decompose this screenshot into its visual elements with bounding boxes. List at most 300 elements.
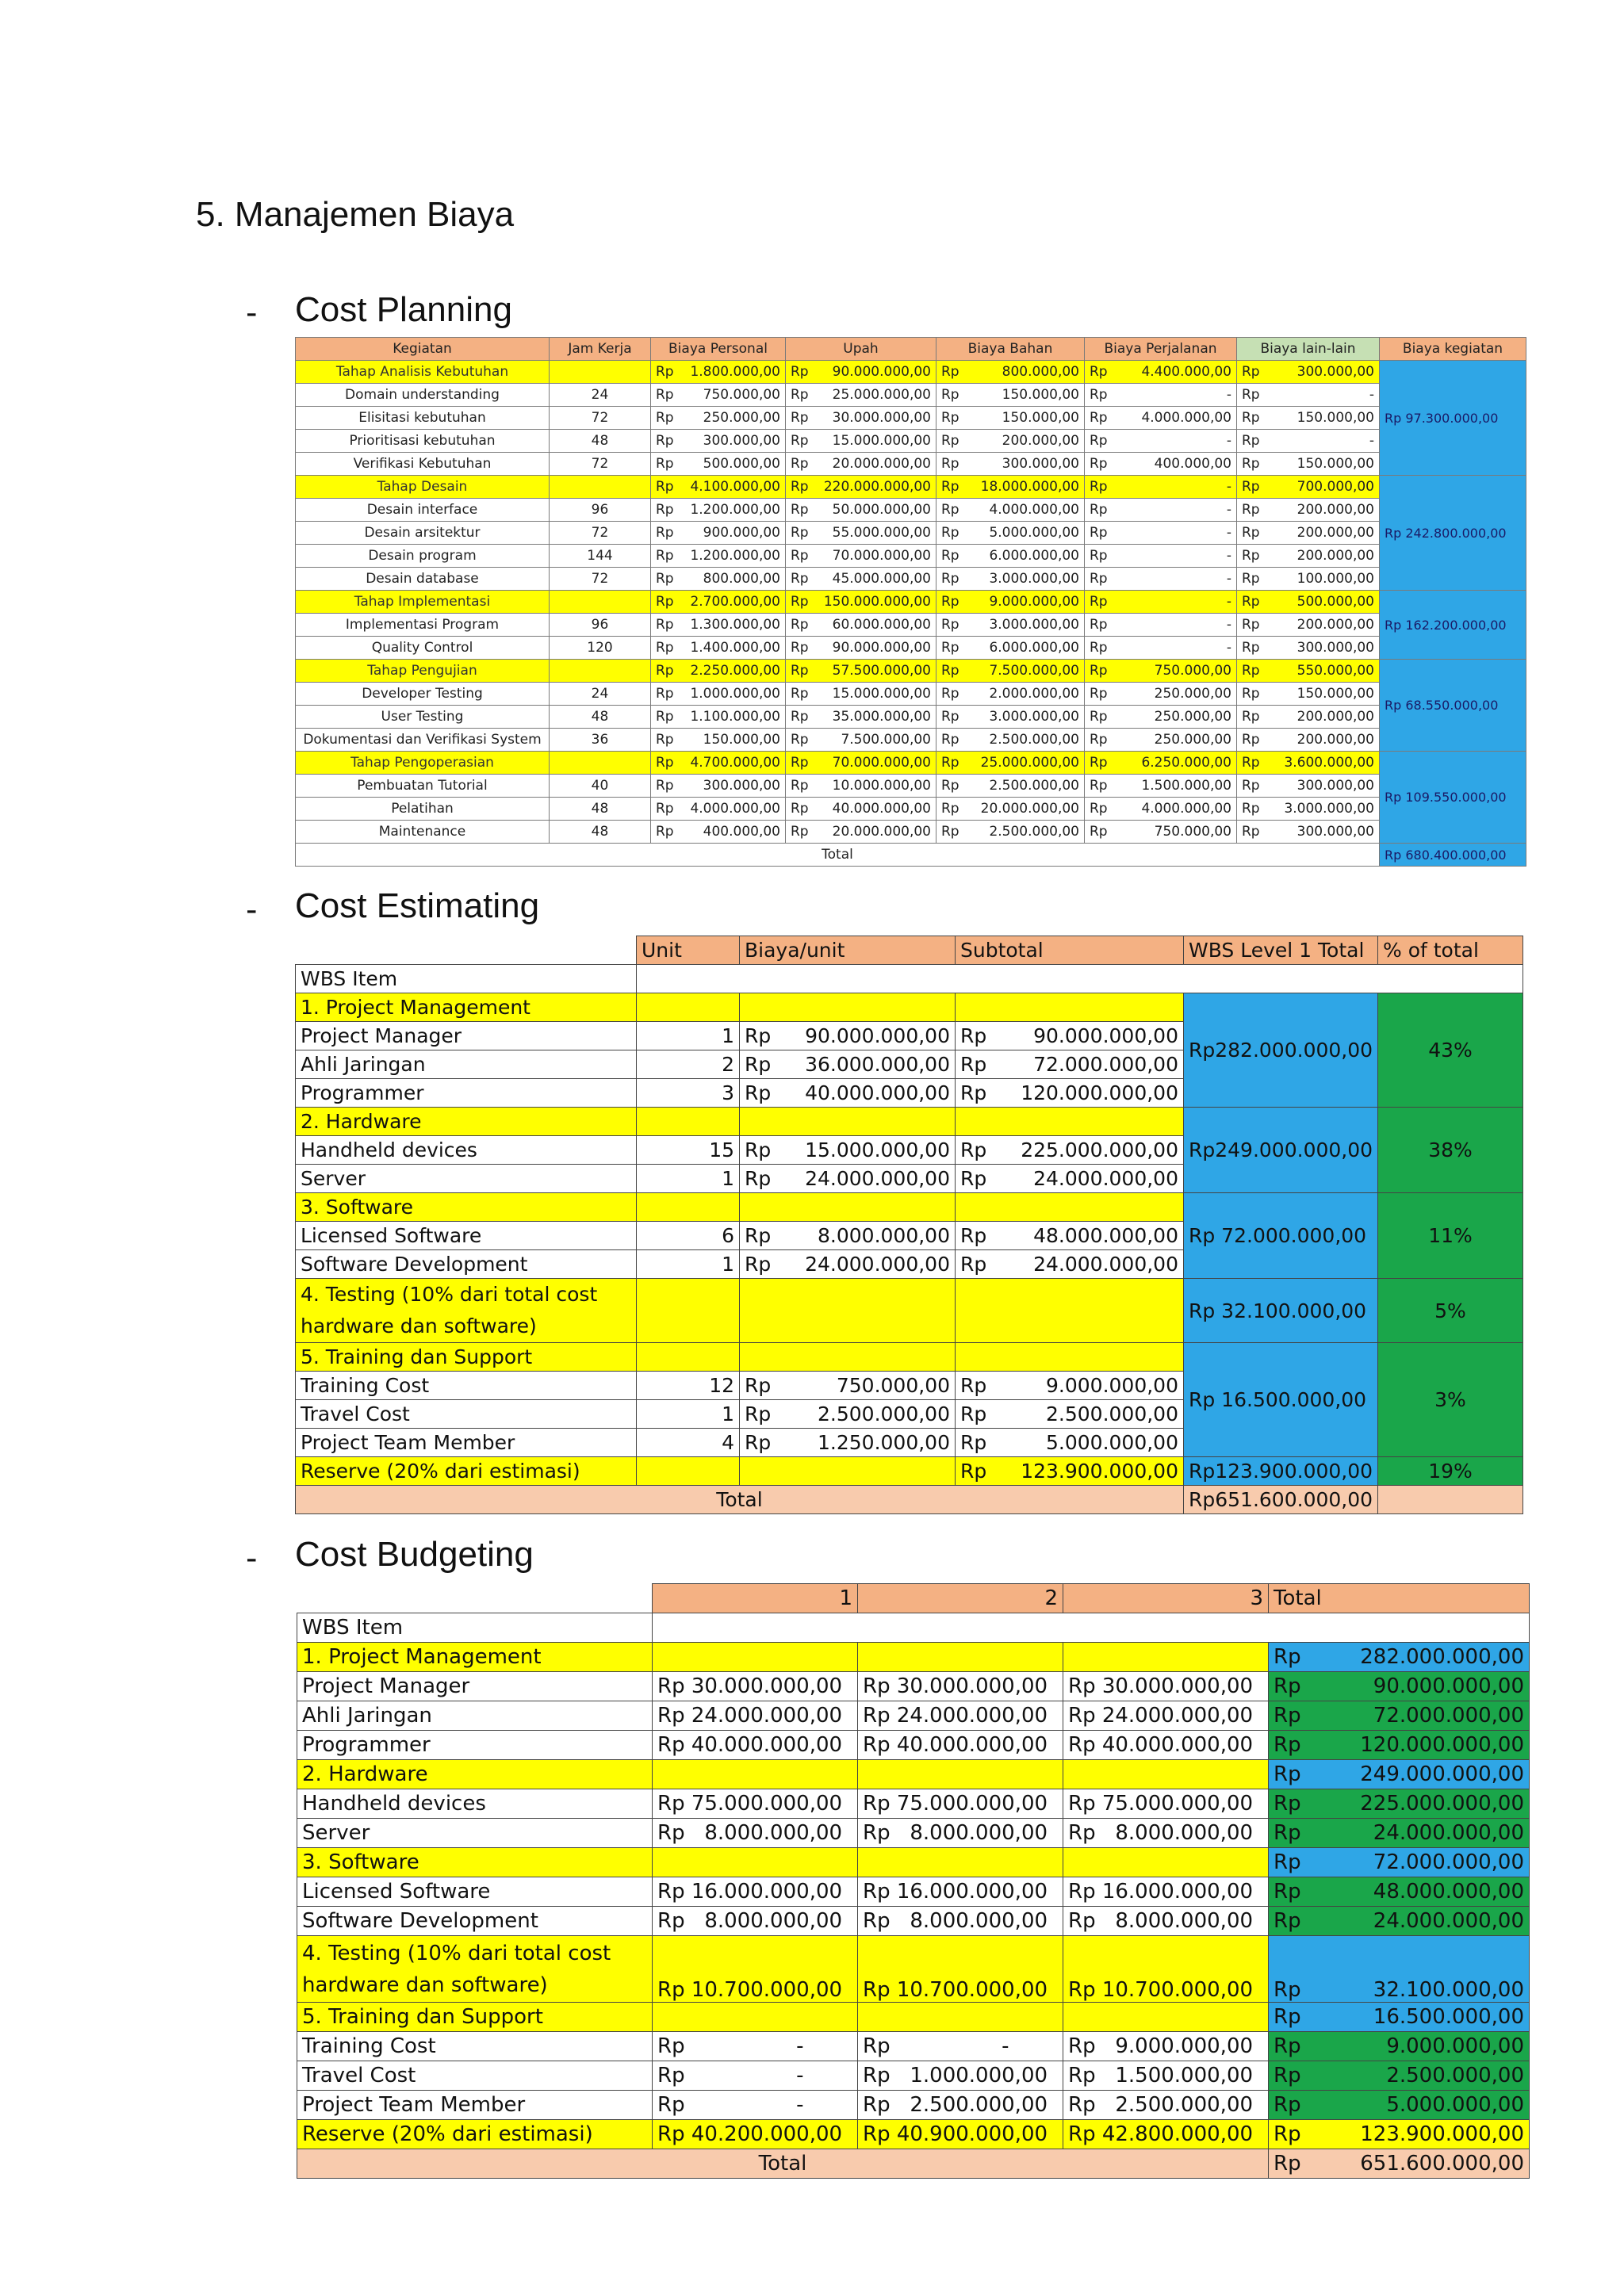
item-row — [297, 1907, 1530, 1936]
amount-value: 55.000.000,00 — [832, 525, 931, 541]
row-total — [1269, 1789, 1530, 1819]
currency-label: Rp — [656, 801, 674, 817]
amount-value: - — [1369, 387, 1374, 403]
currency-label: Rp — [1090, 433, 1108, 449]
wage-cost — [786, 453, 936, 476]
item-name: Handheld devices — [297, 1789, 653, 1819]
currency-label: Rp — [941, 640, 959, 656]
activity-name: Dokumentasi dan Verifikasi System — [296, 729, 550, 752]
amount-value: 40.000.000,00 — [805, 1081, 950, 1104]
period-2-cost: Rp 24.000.000,00 — [858, 1701, 1063, 1731]
currency-label: Rp — [791, 686, 809, 702]
amount-value: - — [1226, 617, 1231, 633]
unit-cost — [740, 1372, 956, 1400]
amount-value: 1.200.000,00 — [690, 502, 780, 518]
wage-cost — [786, 384, 936, 407]
currency-label: Rp — [656, 433, 674, 449]
period-3-cost: Rp 1.500.000,00 — [1063, 2061, 1269, 2091]
testing-label — [297, 1936, 653, 2003]
amount-value: 2.250.000,00 — [690, 663, 780, 679]
work-hours: 48 — [550, 430, 651, 453]
activity-row — [296, 430, 1526, 453]
amount-value: 72.000.000,00 — [1033, 1053, 1178, 1076]
personal-cost — [651, 821, 786, 844]
period-3-cost: Rp 16.000.000,00 — [1063, 1877, 1269, 1907]
amount-value: 700.000,00 — [1297, 479, 1374, 495]
group-row — [296, 1343, 1523, 1372]
wage-cost — [786, 683, 936, 706]
amount-value: 200.000,00 — [1002, 433, 1079, 449]
amount-value: 1.400.000,00 — [690, 640, 780, 656]
activity-name: Desain arsitektur — [296, 522, 550, 545]
currency-label: Rp — [941, 387, 959, 403]
currency-label: Rp — [745, 1253, 772, 1276]
period-2-cost: Rp 10.700.000,00 — [858, 1936, 1063, 2003]
group-row — [296, 993, 1523, 1022]
column-header: Subtotal — [956, 936, 1184, 965]
unit-cost — [740, 1136, 956, 1165]
period-1-cost — [653, 2003, 858, 2032]
wbs-label-row — [296, 965, 1523, 993]
currency-label: Rp — [1274, 1792, 1301, 1816]
amount-value: - — [1226, 594, 1231, 610]
item-name: Project Manager — [296, 1022, 637, 1050]
currency-label: Rp — [656, 617, 674, 633]
amount-value: 4.400.000,00 — [1141, 364, 1231, 380]
currency-label: Rp — [745, 1024, 772, 1047]
item-row — [297, 1672, 1530, 1701]
amount-value: 7.500.000,00 — [989, 663, 1079, 679]
amount-value: 3.000.000,00 — [989, 571, 1079, 587]
amount-value: 6.250.000,00 — [1141, 755, 1231, 771]
currency-label: Rp — [745, 1053, 772, 1076]
period-3-cost: Rp 8.000.000,00 — [1063, 1819, 1269, 1848]
amount-value: 150.000,00 — [1297, 686, 1374, 702]
currency-label: Rp — [1090, 387, 1108, 403]
amount-value: 750.000,00 — [1154, 663, 1231, 679]
percent-of-total: 38% — [1378, 1108, 1523, 1193]
reserve-percent: 19% — [1378, 1457, 1523, 1486]
travel-cost — [1085, 637, 1237, 660]
currency-label: Rp — [1242, 709, 1260, 725]
unit-count: 6 — [637, 1222, 740, 1250]
activity-name: Quality Control — [296, 637, 550, 660]
amount-value: 300.000,00 — [703, 433, 780, 449]
work-hours: 120 — [550, 637, 651, 660]
currency-label: Rp — [1274, 2064, 1301, 2087]
currency-label: Rp — [1242, 410, 1260, 426]
currency-label: Rp — [941, 824, 959, 840]
currency-label: Rp — [1090, 502, 1108, 518]
period-2-cost: Rp 30.000.000,00 — [858, 1672, 1063, 1701]
period-3-cost: Rp 10.700.000,00 — [1063, 1936, 1269, 2003]
currency-label: Rp — [941, 732, 959, 748]
wbs-label: WBS Item — [297, 1613, 653, 1643]
group-title: 3. Software — [297, 1848, 653, 1877]
activity-row — [296, 522, 1526, 545]
amount-value: 20.000.000,00 — [832, 456, 931, 472]
wage-cost — [786, 752, 936, 775]
currency-label: Rp — [1242, 686, 1260, 702]
personal-cost — [651, 752, 786, 775]
amount-value: 90.000.000,00 — [832, 364, 931, 380]
personal-cost — [651, 683, 786, 706]
currency-label: Rp — [941, 801, 959, 817]
amount-value: 1.250.000,00 — [818, 1431, 950, 1454]
cost-budgeting-table — [297, 1583, 1530, 2179]
column-header: Total — [1269, 1584, 1530, 1613]
personal-cost — [651, 775, 786, 798]
grand-total — [1269, 2149, 1530, 2179]
amount-value: 651.600.000,00 — [1360, 2152, 1524, 2175]
amount-value: 123.900.000,00 — [1360, 2122, 1524, 2146]
amount-value: - — [1226, 479, 1231, 495]
amount-value: 48.000.000,00 — [1373, 1880, 1524, 1904]
amount-value: 2.700.000,00 — [690, 594, 780, 610]
currency-label: Rp — [960, 1167, 987, 1190]
material-cost — [936, 499, 1085, 522]
amount-value: 24.000.000,00 — [1033, 1253, 1178, 1276]
amount-value: 90.000.000,00 — [832, 640, 931, 656]
bullet-dash: - — [246, 892, 258, 928]
currency-label: Rp — [1090, 571, 1108, 587]
period-1-cost: Rp 8.000.000,00 — [653, 1907, 858, 1936]
wage-cost — [786, 476, 936, 499]
period-2-cost: Rp 1.000.000,00 — [858, 2061, 1063, 2091]
amount-value: 16.500.000,00 — [1373, 2005, 1524, 2029]
other-cost — [1237, 568, 1380, 591]
amount-value: 150.000.000,00 — [823, 594, 931, 610]
row-total — [1269, 1877, 1530, 1907]
activity-name: User Testing — [296, 706, 550, 729]
travel-cost — [1085, 407, 1237, 430]
other-cost — [1237, 660, 1380, 683]
period-1-cost: Rp - — [653, 2061, 858, 2091]
currency-label: Rp — [941, 755, 959, 771]
activity-name: Desain interface — [296, 499, 550, 522]
item-name: Training Cost — [296, 1372, 637, 1400]
currency-label: Rp — [1274, 1880, 1301, 1904]
item-name: Ahli Jaringan — [297, 1701, 653, 1731]
activity-row — [296, 453, 1526, 476]
personal-cost — [651, 798, 786, 821]
period-2-cost: Rp 40.900.000,00 — [858, 2120, 1063, 2149]
group-row — [297, 2003, 1530, 2032]
material-cost — [936, 683, 1085, 706]
period-2-cost: Rp - — [858, 2032, 1063, 2061]
work-hours — [550, 361, 651, 384]
amount-value: 300.000,00 — [703, 778, 780, 794]
other-cost — [1237, 729, 1380, 752]
amount-value: 6.000.000,00 — [989, 548, 1079, 564]
amount-value: 4.000.000,00 — [989, 502, 1079, 518]
amount-value: 7.500.000,00 — [841, 732, 931, 748]
wage-cost — [786, 591, 936, 614]
period-3-cost — [1063, 1760, 1269, 1789]
currency-label: Rp — [941, 548, 959, 564]
currency-label: Rp — [1090, 410, 1108, 426]
currency-label: Rp — [1090, 594, 1108, 610]
currency-label: Rp — [1242, 571, 1260, 587]
subtotal — [956, 1372, 1184, 1400]
column-header: Biaya Perjalanan — [1085, 338, 1237, 361]
amount-value: 220.000.000,00 — [823, 479, 931, 495]
wage-cost — [786, 499, 936, 522]
amount-value: 250.000,00 — [1154, 709, 1231, 725]
travel-cost — [1085, 384, 1237, 407]
activity-row — [296, 729, 1526, 752]
page-heading: 5. Manajemen Biaya — [196, 195, 515, 234]
testing-label — [296, 1279, 637, 1343]
percent-of-total: 3% — [1378, 1343, 1523, 1457]
work-hours: 40 — [550, 775, 651, 798]
other-cost — [1237, 798, 1380, 821]
item-name: Programmer — [296, 1079, 637, 1108]
currency-label: Rp — [745, 1431, 772, 1454]
group-title: 5. Training dan Support — [296, 1343, 637, 1372]
currency-label: Rp — [1090, 801, 1108, 817]
amount-value: 4.000.000,00 — [1141, 801, 1231, 817]
amount-value: 15.000.000,00 — [832, 433, 931, 449]
activity-row — [296, 384, 1526, 407]
activity-total: Rp 68.550.000,00 — [1380, 660, 1526, 752]
material-cost — [936, 522, 1085, 545]
total-row — [296, 1486, 1523, 1514]
period-2-cost — [858, 1848, 1063, 1877]
item-name: Travel Cost — [297, 2061, 653, 2091]
activity-name: Pembuatan Tutorial — [296, 775, 550, 798]
unit-cost — [740, 1429, 956, 1457]
amount-value: 1.200.000,00 — [690, 548, 780, 564]
activity-name: Developer Testing — [296, 683, 550, 706]
column-header: 3 — [1063, 1584, 1269, 1613]
period-1-cost — [653, 1643, 858, 1672]
currency-label: Rp — [656, 364, 674, 380]
unit-count: 3 — [637, 1079, 740, 1108]
currency-label: Rp — [791, 824, 809, 840]
material-cost — [936, 384, 1085, 407]
amount-value: 750.000,00 — [703, 387, 780, 403]
currency-label: Rp — [1242, 594, 1260, 610]
amount-value: 300.000,00 — [1297, 824, 1374, 840]
currency-label: Rp — [791, 640, 809, 656]
activity-name: Tahap Implementasi — [296, 591, 550, 614]
period-2-cost: Rp 40.000.000,00 — [858, 1731, 1063, 1760]
material-cost — [936, 775, 1085, 798]
row-total — [1269, 1819, 1530, 1848]
work-hours — [550, 591, 651, 614]
amount-value: 35.000.000,00 — [832, 709, 931, 725]
amount-value: 25.000.000,00 — [980, 755, 1079, 771]
work-hours — [550, 476, 651, 499]
amount-value: 750.000,00 — [1154, 824, 1231, 840]
bullet-dash: - — [246, 1540, 258, 1577]
personal-cost — [651, 706, 786, 729]
item-name: Server — [296, 1165, 637, 1193]
item-name: Project Team Member — [297, 2091, 653, 2120]
unit-cost — [740, 1022, 956, 1050]
currency-label: Rp — [745, 1224, 772, 1247]
amount-value: 70.000.000,00 — [832, 755, 931, 771]
currency-label: Rp — [791, 387, 809, 403]
subtotal — [956, 1079, 1184, 1108]
reserve-row — [297, 2120, 1530, 2149]
wage-cost — [786, 637, 936, 660]
other-cost — [1237, 407, 1380, 430]
period-3-cost — [1063, 1848, 1269, 1877]
amount-value: - — [1226, 433, 1231, 449]
amount-value: 4.700.000,00 — [690, 755, 780, 771]
section-title-budgeting: Cost Budgeting — [295, 1535, 534, 1574]
currency-label: Rp — [1090, 686, 1108, 702]
travel-cost — [1085, 522, 1237, 545]
unit-count: 1 — [637, 1250, 740, 1279]
amount-value: 300.000,00 — [1297, 640, 1374, 656]
testing-line2: hardware dan software) — [302, 1973, 548, 1997]
amount-value: 24.000.000,00 — [1373, 1909, 1524, 1933]
row-total — [1269, 1672, 1530, 1701]
wage-cost — [786, 798, 936, 821]
column-header: WBS Level 1 Total — [1184, 936, 1378, 965]
material-cost — [936, 476, 1085, 499]
unit-cost — [740, 1400, 956, 1429]
currency-label: Rp — [1090, 525, 1108, 541]
grand-total: Rp651.600.000,00 — [1184, 1486, 1378, 1514]
testing-line1: 4. Testing (10% dari total cost — [302, 1941, 611, 1965]
travel-cost — [1085, 706, 1237, 729]
period-1-cost: Rp - — [653, 2032, 858, 2061]
testing-row — [296, 1279, 1523, 1343]
travel-cost — [1085, 591, 1237, 614]
amount-value: 9.000.000,00 — [989, 594, 1079, 610]
currency-label: Rp — [1242, 663, 1260, 679]
period-3-cost: Rp 30.000.000,00 — [1063, 1672, 1269, 1701]
currency-label: Rp — [656, 594, 674, 610]
wbs-label: WBS Item — [296, 965, 637, 993]
period-1-cost: Rp 16.000.000,00 — [653, 1877, 858, 1907]
total-label: Total — [297, 2149, 1269, 2179]
currency-label: Rp — [1274, 1978, 1301, 2002]
work-hours: 72 — [550, 522, 651, 545]
unit-count: 1 — [637, 1165, 740, 1193]
group-row — [296, 1108, 1523, 1136]
currency-label: Rp — [1274, 1733, 1301, 1757]
amount-value: 225.000.000,00 — [1021, 1138, 1178, 1161]
unit-cost — [740, 1222, 956, 1250]
other-cost — [1237, 361, 1380, 384]
item-row — [297, 1877, 1530, 1907]
other-cost — [1237, 499, 1380, 522]
currency-label: Rp — [941, 617, 959, 633]
period-1-cost — [653, 1848, 858, 1877]
header-blank — [297, 1584, 653, 1613]
period-2-cost: Rp 75.000.000,00 — [858, 1789, 1063, 1819]
row-total — [1269, 1701, 1530, 1731]
currency-label: Rp — [960, 1024, 987, 1047]
column-header: Biaya kegiatan — [1380, 338, 1526, 361]
period-3-cost — [1063, 1643, 1269, 1672]
amount-value: 10.000.000,00 — [832, 778, 931, 794]
work-hours: 48 — [550, 798, 651, 821]
group-title: 1. Project Management — [296, 993, 637, 1022]
amount-value: 36.000.000,00 — [805, 1053, 950, 1076]
amount-value: 1.500.000,00 — [1141, 778, 1231, 794]
amount-value: - — [1369, 433, 1374, 449]
personal-cost — [651, 568, 786, 591]
amount-value: 123.900.000,00 — [1021, 1460, 1178, 1483]
item-name: Ahli Jaringan — [296, 1050, 637, 1079]
wbs-blank — [637, 965, 1523, 993]
personal-cost — [651, 660, 786, 683]
row-total — [1269, 2003, 1530, 2032]
other-cost — [1237, 706, 1380, 729]
wbs-level1-total: Rp 32.100.000,00 — [1184, 1279, 1378, 1343]
personal-cost — [651, 407, 786, 430]
item-row — [297, 1819, 1530, 1848]
wage-cost — [786, 522, 936, 545]
amount-value: 40.000.000,00 — [832, 801, 931, 817]
currency-label: Rp — [941, 571, 959, 587]
period-2-cost — [858, 1643, 1063, 1672]
amount-value: 282.000.000,00 — [1360, 1645, 1524, 1669]
activity-row — [296, 798, 1526, 821]
header-row — [297, 1584, 1530, 1613]
amount-value: - — [1226, 548, 1231, 564]
currency-label: Rp — [745, 1138, 772, 1161]
currency-label: Rp — [1274, 2034, 1301, 2058]
currency-label: Rp — [791, 364, 809, 380]
currency-label: Rp — [1090, 364, 1108, 380]
material-cost — [936, 660, 1085, 683]
column-header: 2 — [858, 1584, 1063, 1613]
amount-value: 15.000.000,00 — [832, 686, 931, 702]
column-header: Kegiatan — [296, 338, 550, 361]
amount-value: 150.000,00 — [1002, 387, 1079, 403]
amount-value: 48.000.000,00 — [1033, 1224, 1178, 1247]
work-hours: 24 — [550, 683, 651, 706]
work-hours: 72 — [550, 407, 651, 430]
amount-value: 2.500.000,00 — [989, 778, 1079, 794]
currency-label: Rp — [1090, 824, 1108, 840]
amount-value: 90.000.000,00 — [1373, 1674, 1524, 1698]
row-total — [1269, 2061, 1530, 2091]
grand-total: Rp 680.400.000,00 — [1380, 844, 1526, 867]
activity-total: Rp 109.550.000,00 — [1380, 752, 1526, 844]
other-cost — [1237, 545, 1380, 568]
personal-cost — [651, 499, 786, 522]
currency-label: Rp — [791, 801, 809, 817]
currency-label: Rp — [656, 663, 674, 679]
percent-of-total: 5% — [1378, 1279, 1523, 1343]
amount-value: 72.000.000,00 — [1373, 1704, 1524, 1728]
currency-label: Rp — [656, 755, 674, 771]
amount-value: 24.000.000,00 — [1373, 1821, 1524, 1845]
amount-value: 249.000.000,00 — [1360, 1762, 1524, 1786]
row-total — [1269, 1907, 1530, 1936]
amount-value: 45.000.000,00 — [832, 571, 931, 587]
wage-cost — [786, 821, 936, 844]
wage-cost — [786, 545, 936, 568]
amount-value: 5.000.000,00 — [1386, 2093, 1524, 2117]
total-row — [297, 2149, 1530, 2179]
material-cost — [936, 752, 1085, 775]
wbs-blank — [653, 1613, 1530, 1643]
row-total — [1269, 1760, 1530, 1789]
other-cost — [1237, 522, 1380, 545]
currency-label: Rp — [791, 732, 809, 748]
column-header: % of total — [1378, 936, 1523, 965]
percent-of-total: 11% — [1378, 1193, 1523, 1279]
